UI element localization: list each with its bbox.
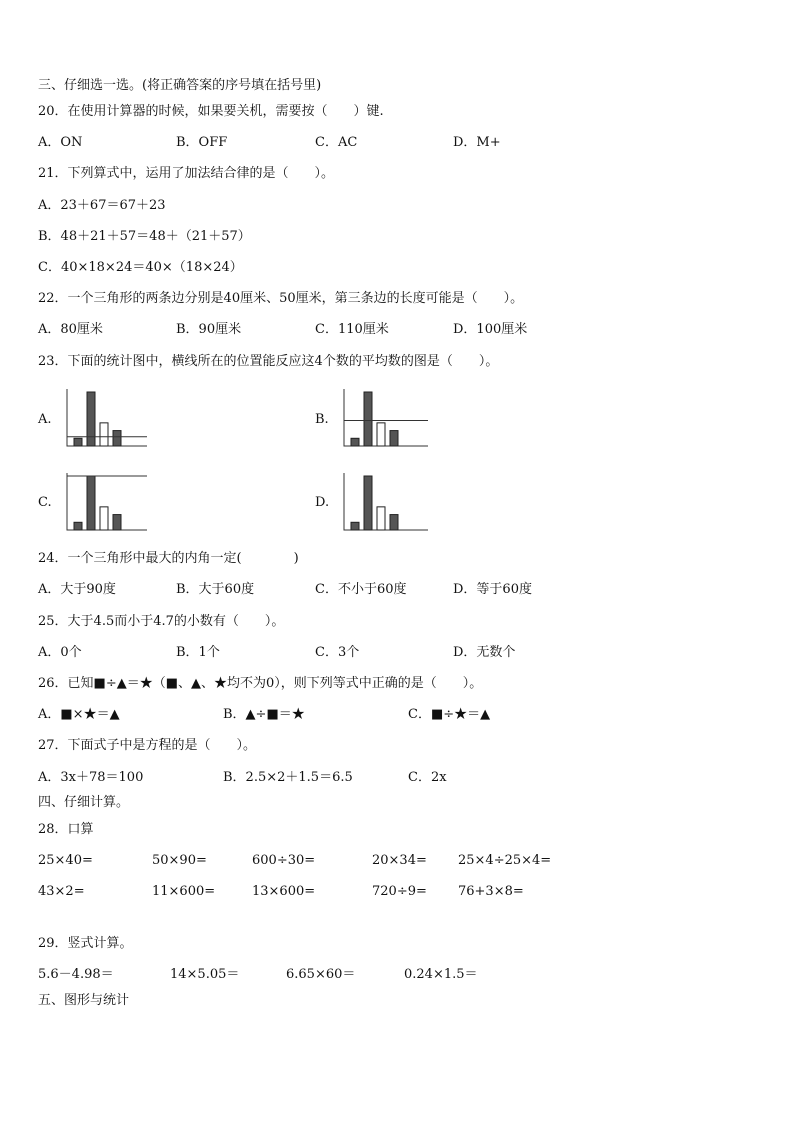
q22-option-d: D．100厘米 <box>453 322 528 337</box>
chart-bar <box>74 438 82 446</box>
q25-option-b: B．1个 <box>176 645 220 660</box>
q25-option-d: D．无数个 <box>453 645 516 660</box>
q23-chart-c <box>64 472 150 532</box>
q23-chart-b <box>341 388 431 448</box>
q22-option-a: A．80厘米 <box>38 322 103 337</box>
q23-chart-a <box>64 388 150 448</box>
q21-option-c: C．40×18×24＝40×（18×24） <box>38 260 243 275</box>
q22-option-b: B．90厘米 <box>176 322 242 337</box>
q27-option-c: C．2x <box>408 770 447 785</box>
chart-bar <box>364 392 372 446</box>
q21-option-b: B．48＋21＋57＝48＋（21＋57） <box>38 229 251 244</box>
chart-bar <box>364 476 372 530</box>
chart-bar <box>390 515 398 530</box>
q28-r2-item: 13×600= <box>252 884 316 899</box>
q23-label-d: D. <box>315 495 330 510</box>
q23-stem: 23．下面的统计图中，横线所在的位置能反应这4个数的平均数的图是（ ）。 <box>38 354 499 369</box>
chart-axis <box>344 389 428 446</box>
q29-item: 6.65×60＝ <box>286 967 356 982</box>
chart-bar <box>87 392 95 446</box>
chart-bar <box>87 476 95 530</box>
q27-option-a: A．3x＋78＝100 <box>38 770 144 785</box>
q24-option-d: D．等于60度 <box>453 582 532 597</box>
q21-stem: 21．下列算式中，运用了加法结合律的是（ ）。 <box>38 166 335 181</box>
q25-option-a: A．0个 <box>38 645 82 660</box>
q23-chart-d <box>341 472 431 532</box>
q26-option-c: C．■÷★＝▲ <box>408 707 491 722</box>
q22-option-c: C．110厘米 <box>315 322 389 337</box>
q24-stem: 24．一个三角形中最大的内角一定( ) <box>38 551 299 566</box>
q22-stem: 22．一个三角形的两条边分别是40厘米、50厘米，第三条边的长度可能是（ ）。 <box>38 291 524 306</box>
q20-option-c: C．AC <box>315 135 358 150</box>
q28-r1-item: 25×4÷25×4= <box>458 853 552 868</box>
q20-stem: 20．在使用计算器的时候，如果要关机，需要按（ ）键. <box>38 104 384 119</box>
chart-bar <box>113 431 121 446</box>
section-3-heading: 三、仔细选一选。(将正确答案的序号填在括号里) <box>38 78 322 93</box>
q28-r1-item: 20×34= <box>372 853 427 868</box>
chart-bar <box>377 423 385 446</box>
chart-bar <box>351 438 359 446</box>
q23-label-c: C. <box>38 495 52 510</box>
q20-option-b: B．OFF <box>176 135 228 150</box>
q28-r2-item: 76+3×8= <box>458 884 524 899</box>
q26-option-b: B．▲÷■＝★ <box>223 707 305 722</box>
q23-label-a: A. <box>38 412 52 427</box>
q28-r1-item: 50×90= <box>152 853 207 868</box>
q20-option-a: A．ON <box>38 135 83 150</box>
q26-stem: 26．已知■÷▲＝★（■、▲、★均不为0），则下列等式中正确的是（ ）。 <box>38 676 483 691</box>
q24-option-c: C．不小于60度 <box>315 582 407 597</box>
q23-label-b: B. <box>315 412 329 427</box>
q25-stem: 25．大于4.5而小于4.7的小数有（ ）。 <box>38 614 285 629</box>
chart-bar <box>390 431 398 446</box>
q21-option-a: A．23＋67＝67＋23 <box>38 198 166 213</box>
q29-item: 14×5.05＝ <box>170 967 240 982</box>
q28-r1-item: 25×40= <box>38 853 93 868</box>
q28-r1-item: 600÷30= <box>252 853 316 868</box>
q29-stem: 29．竖式计算。 <box>38 936 133 951</box>
q25-option-c: C．3个 <box>315 645 360 660</box>
q27-option-b: B．2.5×2＋1.5＝6.5 <box>223 770 353 785</box>
q24-option-b: B．大于60度 <box>176 582 255 597</box>
chart-axis <box>344 473 428 530</box>
q28-stem: 28．口算 <box>38 822 94 837</box>
chart-bar <box>113 515 121 530</box>
q28-r2-item: 43×2= <box>38 884 85 899</box>
q28-r2-item: 11×600= <box>152 884 216 899</box>
chart-bar <box>377 507 385 530</box>
chart-bar <box>74 522 82 530</box>
q27-stem: 27．下面式子中是方程的是（ ）。 <box>38 738 257 753</box>
q29-item: 0.24×1.5＝ <box>404 967 478 982</box>
chart-bar <box>100 423 108 446</box>
q20-option-d: D．M+ <box>453 135 501 150</box>
q28-r2-item: 720÷9= <box>372 884 427 899</box>
chart-bar <box>351 522 359 530</box>
chart-bar <box>100 507 108 530</box>
q29-item: 5.6－4.98＝ <box>38 967 114 982</box>
q26-option-a: A．■×★＝▲ <box>38 707 120 722</box>
q24-option-a: A．大于90度 <box>38 582 116 597</box>
section-5-heading: 五、图形与统计 <box>38 993 130 1008</box>
section-4-heading: 四、仔细计算。 <box>38 795 130 810</box>
